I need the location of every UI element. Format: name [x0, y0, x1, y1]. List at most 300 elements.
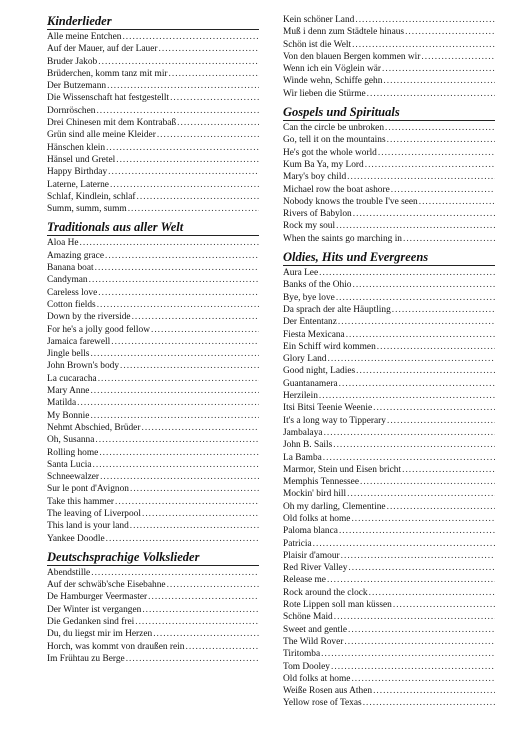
song-title: Wenn ich ein Vöglein wär: [283, 64, 382, 75]
dot-leader: [128, 203, 259, 215]
dot-leader: [331, 661, 495, 673]
song-entry: [283, 562, 495, 574]
song-title: Wir lieben die Stürme: [283, 88, 366, 99]
dot-leader: [95, 262, 259, 274]
song-entry: [283, 452, 495, 464]
song-title: My Bonnie: [47, 410, 90, 421]
song-title: Kum Ba Ya, my Lord: [283, 159, 364, 170]
song-entry: [283, 196, 495, 208]
song-entry: [47, 533, 259, 545]
song-entry: [283, 513, 495, 525]
dot-leader: [365, 159, 495, 171]
song-title: Brüderchen, komm tanz mit mir: [47, 68, 168, 79]
dot-leader: [93, 459, 259, 471]
dot-leader: [106, 142, 259, 154]
song-title: Can the circle be unbroken: [283, 123, 385, 134]
section-oldies-hits-und-evergreens: [283, 250, 495, 710]
song-entry: [283, 685, 495, 697]
dot-leader: [336, 220, 495, 232]
dot-leader: [321, 648, 495, 660]
song-entry: [47, 129, 259, 141]
song-title: John B. Sails: [283, 440, 333, 451]
song-title: Der Ententanz: [283, 317, 337, 328]
song-entry: [47, 360, 259, 372]
dot-leader: [130, 483, 259, 495]
song-entry: [283, 171, 495, 183]
dot-leader: [115, 496, 259, 508]
song-title: Aura Lee: [283, 268, 319, 279]
song-entry: [47, 43, 259, 55]
song-title: Kein schöner Land: [283, 15, 355, 25]
dot-leader: [126, 653, 259, 665]
dot-leader: [378, 147, 495, 159]
dot-leader: [122, 31, 259, 43]
song-entry: [47, 373, 259, 385]
song-entry: [283, 63, 495, 75]
song-entry: [47, 68, 259, 80]
dot-leader: [116, 154, 259, 166]
song-entry: [283, 599, 495, 611]
dot-leader: [367, 88, 495, 100]
dot-leader: [97, 299, 259, 311]
song-title: When the saints go marching in: [283, 233, 402, 244]
song-entry: [47, 142, 259, 154]
song-entry: [47, 471, 259, 483]
dot-leader: [90, 385, 259, 397]
song-entry: [283, 184, 495, 196]
dot-leader: [111, 336, 259, 348]
song-title: Tom Dooley: [283, 661, 330, 672]
song-title: Sur le pont d'Avignon: [47, 484, 129, 495]
dot-leader: [352, 279, 495, 291]
song-title: Oh, Susanna: [47, 435, 95, 446]
song-title: Drei Chinesen mit dem Kontrabaß: [47, 118, 177, 129]
song-entry: [47, 591, 259, 603]
song-entry: [283, 587, 495, 599]
section-traditionals-aus-aller-welt: [47, 220, 259, 544]
song-entry: [47, 287, 259, 299]
song-entry: [47, 56, 259, 68]
song-title: De Hamburger Veermaster: [47, 592, 148, 603]
song-title: Weiße Rosen aus Athen: [283, 686, 373, 697]
song-title: Jambalaya: [283, 427, 323, 438]
dot-leader: [151, 324, 259, 336]
song-entry: [283, 538, 495, 550]
song-entry: [283, 648, 495, 660]
song-title: Candyman: [47, 275, 88, 286]
song-title: Fiesta Mexicana: [283, 329, 345, 340]
dot-leader: [356, 365, 495, 377]
song-entry: [283, 574, 495, 586]
section-title: Traditionals aus aller Welt: [47, 220, 259, 236]
song-entry: [283, 147, 495, 159]
song-title: Da sprach der alte Häuptling: [283, 304, 391, 315]
song-title: Plaisir d'amour: [283, 550, 340, 561]
song-entry: [283, 220, 495, 232]
song-entry: [283, 267, 495, 279]
song-title: Muß i denn zum Städtele hinaus: [283, 27, 405, 38]
song-entry: [283, 279, 495, 291]
song-entry: [47, 616, 259, 628]
song-entry: [283, 550, 495, 562]
song-title: Glory Land: [283, 354, 327, 365]
song-title: John Brown's body: [47, 361, 120, 372]
song-entry: [47, 250, 259, 262]
song-title: Die Gedanken sind frei: [47, 617, 135, 628]
song-entry: [47, 459, 259, 471]
song-title: Old folks at home: [283, 513, 351, 524]
song-title: Abendstille: [47, 567, 91, 578]
song-title: Schöne Maid: [283, 612, 333, 623]
song-title: Nehmt Abschied, Brüder: [47, 422, 141, 433]
dot-leader: [98, 287, 259, 299]
song-entry: [47, 324, 259, 336]
song-title: Du, du liegst mir im Herzen: [47, 629, 153, 640]
dot-leader: [105, 250, 259, 262]
song-entry: [47, 348, 259, 360]
song-title: Bye, bye love: [283, 292, 335, 303]
song-title: Hänsel und Gretel: [47, 154, 116, 165]
song-entry: [47, 410, 259, 422]
dot-leader: [89, 274, 259, 286]
song-title: Tiritomba: [283, 649, 321, 660]
dot-leader: [98, 56, 259, 68]
song-title: Down by the riverside: [47, 312, 131, 323]
dot-leader: [360, 476, 495, 488]
song-entry: [283, 134, 495, 146]
section-continued: [283, 14, 495, 100]
dot-leader: [355, 14, 495, 26]
right-column: [283, 14, 495, 710]
song-title: Yellow rose of Texas: [283, 698, 362, 709]
song-entry: [47, 434, 259, 446]
song-entry: [47, 628, 259, 640]
dot-leader: [419, 196, 495, 208]
song-title: Release me: [283, 575, 326, 586]
song-title: Rivers of Babylon: [283, 209, 352, 220]
dot-leader: [90, 348, 259, 360]
song-title: Mockin' bird hill: [283, 489, 347, 500]
song-entry: [283, 488, 495, 500]
song-title: Winde wehn, Schiffe gehn: [283, 76, 383, 87]
dot-leader: [170, 92, 259, 104]
dot-leader: [385, 122, 495, 134]
song-title: Go, tell it on the mountains: [283, 135, 386, 146]
song-entry: [47, 311, 259, 323]
song-entry: [47, 447, 259, 459]
dot-leader: [387, 134, 495, 146]
dot-leader: [363, 697, 495, 709]
dot-leader: [347, 171, 495, 183]
dot-leader: [100, 471, 259, 483]
dot-leader: [352, 39, 495, 51]
dot-leader: [336, 292, 495, 304]
song-entry: [283, 88, 495, 100]
song-entry: [47, 508, 259, 520]
song-title: It's a long way to Tipperary: [283, 415, 386, 426]
song-entry: [47, 299, 259, 311]
song-entry: [47, 422, 259, 434]
song-entry: [47, 397, 259, 409]
song-title: The leaving of Liverpool: [47, 508, 141, 519]
song-title: Sweet and gentle: [283, 624, 348, 635]
dot-leader: [341, 550, 495, 562]
dot-leader: [95, 434, 259, 446]
song-title: Nobody knows the trouble I've seen: [283, 196, 418, 207]
song-title: Der Winter ist vergangen: [47, 604, 142, 615]
dot-leader: [167, 579, 259, 591]
song-title: Jingle bells: [47, 349, 90, 360]
song-entry: [283, 525, 495, 537]
song-entry: [283, 75, 495, 87]
dot-leader: [96, 105, 259, 117]
section-deutschsprachige-volkslieder: [47, 550, 259, 665]
song-entry: [47, 653, 259, 665]
song-title: La Bamba: [283, 452, 322, 463]
dot-leader: [132, 311, 259, 323]
song-entry: [47, 483, 259, 495]
song-entry: [47, 274, 259, 286]
song-entry: [47, 604, 259, 616]
dot-leader: [327, 574, 495, 586]
song-entry: [283, 476, 495, 488]
song-entry: [47, 117, 259, 129]
song-entry: [47, 31, 259, 43]
dot-leader: [339, 378, 495, 390]
dot-leader: [319, 390, 495, 402]
song-entry: [283, 26, 495, 38]
dot-leader: [327, 353, 495, 365]
song-entry: [283, 365, 495, 377]
section-kinderlieder: [47, 14, 259, 215]
dot-leader: [77, 397, 259, 409]
dot-leader: [373, 402, 495, 414]
section-title: Kinderlieder: [47, 14, 259, 30]
song-entry: [47, 641, 259, 653]
dot-leader: [391, 184, 495, 196]
dot-leader: [177, 117, 259, 129]
dot-leader: [421, 51, 495, 63]
song-entry: [47, 520, 259, 532]
dot-leader: [348, 624, 495, 636]
dot-leader: [159, 43, 259, 55]
song-title: Rock around the clock: [283, 587, 368, 598]
song-entry: [47, 237, 259, 249]
song-title: Herzilein: [283, 391, 318, 402]
song-entry: [283, 636, 495, 648]
song-title: Oh my darling, Clementine: [283, 501, 386, 512]
song-title: Dornröschen: [47, 105, 96, 116]
dot-leader: [383, 75, 495, 87]
dot-leader: [153, 628, 259, 640]
song-title: Mary Anne: [47, 386, 90, 397]
song-entry: [47, 336, 259, 348]
song-title: Schön ist die Welt: [283, 39, 352, 50]
dot-leader: [120, 360, 259, 372]
song-title: Marmor, Stein und Eisen bricht: [283, 464, 402, 475]
song-title: La cucaracha: [47, 373, 97, 384]
song-title: Ein Schiff wird kommen: [283, 341, 376, 352]
dot-leader: [382, 63, 495, 75]
dot-leader: [142, 508, 259, 520]
dot-leader: [405, 26, 495, 38]
song-entry: [283, 341, 495, 353]
song-entry: [283, 611, 495, 623]
song-entry: [283, 316, 495, 328]
dot-leader: [351, 673, 495, 685]
song-entry: [283, 402, 495, 414]
section-title: Gospels und Spirituals: [283, 105, 495, 121]
dot-leader: [106, 533, 259, 545]
song-title: Horch, was kommt von draußen rein: [47, 641, 185, 652]
song-title: This land is your land: [47, 521, 129, 532]
song-entry: [47, 385, 259, 397]
dot-leader: [344, 636, 495, 648]
dot-leader: [142, 604, 259, 616]
song-entry: [283, 661, 495, 673]
song-title: Paloma blanca: [283, 526, 338, 537]
song-title: For he's a jolly good fellow: [47, 324, 150, 335]
song-title: Red River Valley: [283, 563, 348, 574]
song-title: Michael row the boat ashore: [283, 184, 390, 195]
song-title: Good night, Ladies: [283, 366, 356, 377]
song-entry: [283, 501, 495, 513]
song-title: Rote Lippen soll man küssen: [283, 600, 392, 611]
song-entry: [47, 191, 259, 203]
song-entry: [283, 439, 495, 451]
dot-leader: [403, 233, 495, 245]
section-gospels-und-spirituals: [283, 105, 495, 245]
song-title: Rolling home: [47, 447, 99, 458]
song-entry: [47, 262, 259, 274]
song-entry: [283, 233, 495, 245]
song-entry: [47, 154, 259, 166]
dot-leader: [346, 329, 495, 341]
song-title: Matilda: [47, 398, 77, 409]
song-title: Guantanamera: [283, 378, 338, 389]
song-title: Cotton fields: [47, 299, 96, 310]
dot-leader: [373, 685, 495, 697]
song-title: Hänschen klein: [47, 142, 106, 153]
song-title: Careless love: [47, 287, 98, 298]
song-title: Schneewalzer: [47, 472, 100, 483]
dot-leader: [169, 68, 259, 80]
dot-leader: [377, 341, 495, 353]
song-title: Mary's boy child: [283, 172, 347, 183]
song-title: Von den blauen Bergen kommen wir: [283, 51, 421, 62]
dot-leader: [99, 447, 259, 459]
dot-leader: [319, 267, 495, 279]
song-entry: [283, 329, 495, 341]
song-title: Alle meine Entchen: [47, 32, 122, 42]
song-entry: [47, 179, 259, 191]
song-entry: [283, 304, 495, 316]
song-title: Take this hammer: [47, 496, 115, 507]
song-title: Im Frühtau zu Berge: [47, 653, 125, 664]
dot-leader: [369, 587, 495, 599]
song-entry: [283, 292, 495, 304]
dot-leader: [393, 599, 495, 611]
song-title: Summ, summ, summ: [47, 204, 127, 215]
dot-leader: [353, 208, 495, 220]
dot-leader: [80, 237, 260, 249]
song-title: Santa Lucia: [47, 459, 92, 470]
dot-leader: [347, 488, 495, 500]
dot-leader: [141, 422, 259, 434]
song-title: Yankee Doodle: [47, 533, 105, 544]
song-title: Die Wissenschaft hat festgestellt: [47, 93, 170, 104]
song-title: Amazing grace: [47, 250, 105, 261]
dot-leader: [108, 166, 259, 178]
song-title: Auf der Mauer, auf der Lauer: [47, 44, 158, 55]
dot-leader: [107, 80, 259, 92]
dot-leader: [323, 452, 495, 464]
dot-leader: [137, 191, 259, 203]
song-entry: [47, 80, 259, 92]
song-title: Rock my soul: [283, 221, 336, 232]
song-entry: [283, 159, 495, 171]
dot-leader: [98, 373, 259, 385]
dot-leader: [333, 439, 495, 451]
dot-leader: [387, 415, 495, 427]
song-title: Schlaf, Kindlein, schlaf: [47, 191, 136, 202]
song-title: The Wild Rover: [283, 636, 344, 647]
song-entry: [283, 353, 495, 365]
dot-leader: [313, 538, 495, 550]
song-title: He's got the whole world: [283, 147, 377, 158]
song-entry: [47, 579, 259, 591]
song-title: Grün sind alle meine Kleider: [47, 130, 156, 141]
song-title: Old folks at home: [283, 673, 351, 684]
song-entry: [283, 624, 495, 636]
song-title: Banks of the Ohio: [283, 280, 352, 291]
song-title: Auf der schwäb'sche Eisebahne: [47, 580, 166, 591]
song-entry: [283, 14, 495, 26]
dot-leader: [157, 129, 259, 141]
song-entry: [47, 567, 259, 579]
dot-leader: [339, 525, 495, 537]
song-entry: [283, 427, 495, 439]
dot-leader: [324, 427, 495, 439]
song-title: Happy Birthday: [47, 167, 108, 178]
section-title: Oldies, Hits und Evergreens: [283, 250, 495, 266]
song-entry: [47, 203, 259, 215]
song-entry: [283, 39, 495, 51]
song-title: Memphis Tennessee: [283, 477, 359, 488]
dot-leader: [130, 520, 259, 532]
song-title: Jamaica farewell: [47, 336, 111, 347]
song-entry: [283, 51, 495, 63]
song-entry: [47, 92, 259, 104]
song-title: Der Butzemann: [47, 81, 107, 92]
song-title: Aloa He: [47, 238, 79, 249]
song-title: Itsi Bitsi Teenie Weenie: [283, 403, 373, 414]
dot-leader: [392, 304, 495, 316]
dot-leader: [334, 611, 495, 623]
dot-leader: [348, 562, 495, 574]
song-entry: [283, 390, 495, 402]
dot-leader: [185, 641, 259, 653]
left-column: [47, 14, 259, 665]
dot-leader: [110, 179, 259, 191]
song-entry: [283, 464, 495, 476]
song-entry: [283, 697, 495, 709]
song-entry: [283, 122, 495, 134]
song-entry: [283, 415, 495, 427]
song-entry: [47, 166, 259, 178]
song-entry: [47, 105, 259, 117]
dot-leader: [148, 591, 259, 603]
